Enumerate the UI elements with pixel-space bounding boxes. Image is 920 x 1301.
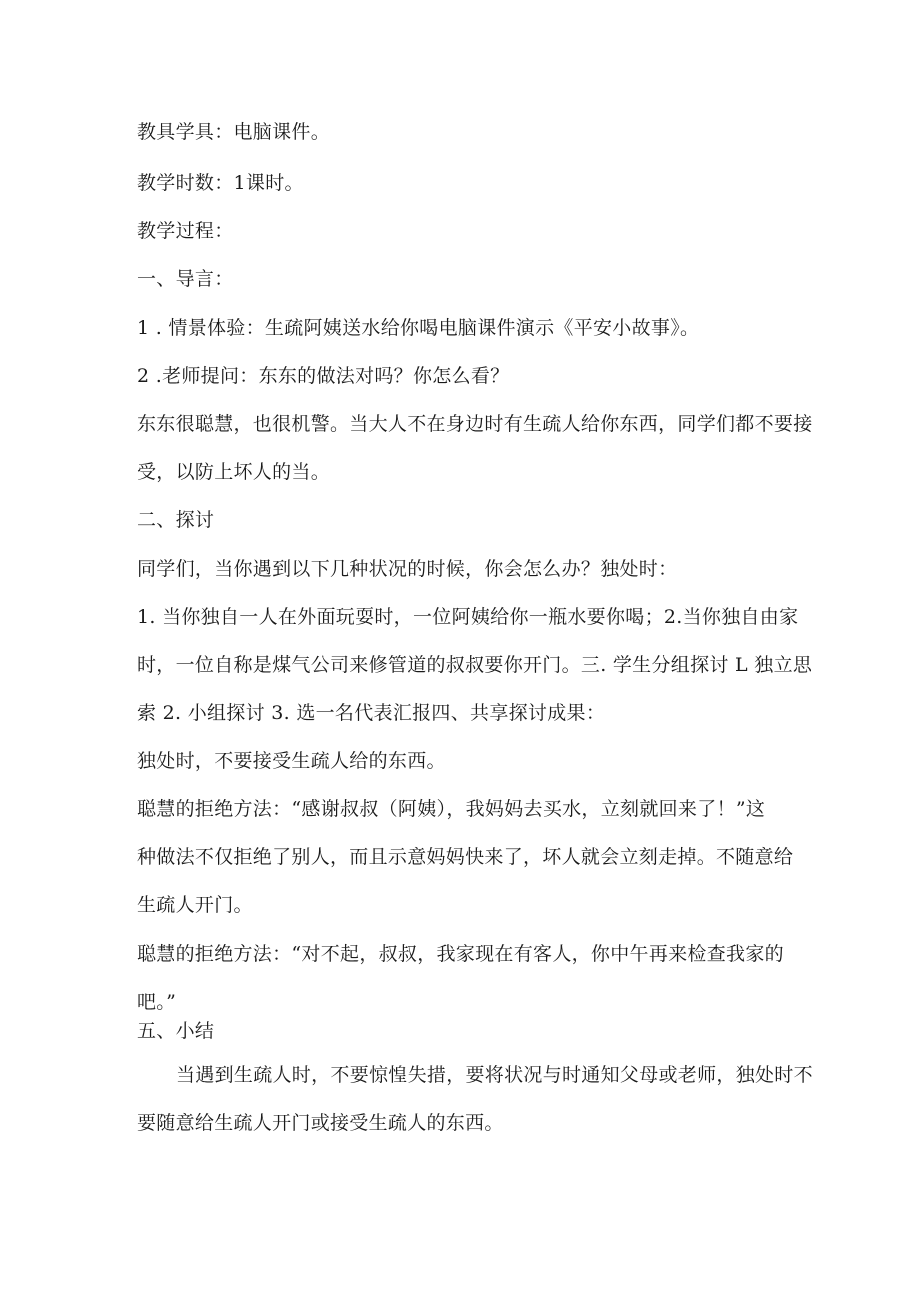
paragraph-line: 吧。”	[137, 991, 177, 1013]
paragraph-line: 生疏人开门。	[137, 894, 253, 916]
paragraph-line: 种做法不仅拒绝了别人，而且示意妈妈快来了，坏人就会立刻走掉。不随意给	[137, 846, 794, 868]
intro-item-2: 2 .老师提问：东东的做法对吗？你怎么看？	[137, 365, 510, 387]
paragraph-line: 1. 当你独自一人在外面玩耍时，一位阿姨给你一瓶水要你喝；2.当你独自由家	[137, 606, 799, 628]
section-intro-heading: 一、导言：	[137, 268, 234, 290]
teaching-aids-line: 教具学具：电脑课件。	[137, 121, 331, 143]
paragraph-line: 受，以防上坏人的当。	[137, 461, 331, 483]
paragraph-line: 独处时，不要接受生疏人给的东西。	[137, 750, 446, 772]
paragraph-line: 时，一位自称是煤气公司来修管道的叔叔要你开门。三. 学生分组探讨 L 独立思	[137, 654, 813, 676]
teaching-process-heading: 教学过程：	[137, 220, 234, 242]
summary-paragraph-line: 当遇到生疏人时，不要惊惶失措，要将状况与时通知父母或老师，独处时不	[176, 1064, 813, 1086]
intro-item-1: 1 . 情景体验：生疏阿姨送水给你喝电脑课件演示《平安小故事》。	[137, 317, 700, 339]
paragraph-line: 聪慧的拒绝方法：“感谢叔叔（阿姨），我妈妈去买水，立刻就回来了！”这	[137, 798, 766, 820]
summary-paragraph-line: 要随意给生疏人开门或接受生疏人的东西。	[137, 1112, 504, 1134]
teaching-hours-line: 教学时数：1课时。	[137, 172, 304, 194]
section-summary-heading: 五、小结	[137, 1020, 215, 1042]
section-discussion-heading: 二、探讨	[137, 509, 215, 531]
paragraph-line: 同学们，当你遇到以下几种状况的时候，你会怎么办？独处时：	[137, 558, 678, 580]
paragraph-line: 东东很聪慧，也很机警。当大人不在身边时有生疏人给你东西，同学们都不要接	[137, 413, 813, 435]
paragraph-line: 聪慧的拒绝方法：“对不起，叔叔，我家现在有客人，你中午再来检查我家的	[137, 943, 784, 965]
paragraph-line: 索 2. 小组探讨 3. 选一名代表汇报四、共享探讨成果：	[137, 702, 606, 724]
